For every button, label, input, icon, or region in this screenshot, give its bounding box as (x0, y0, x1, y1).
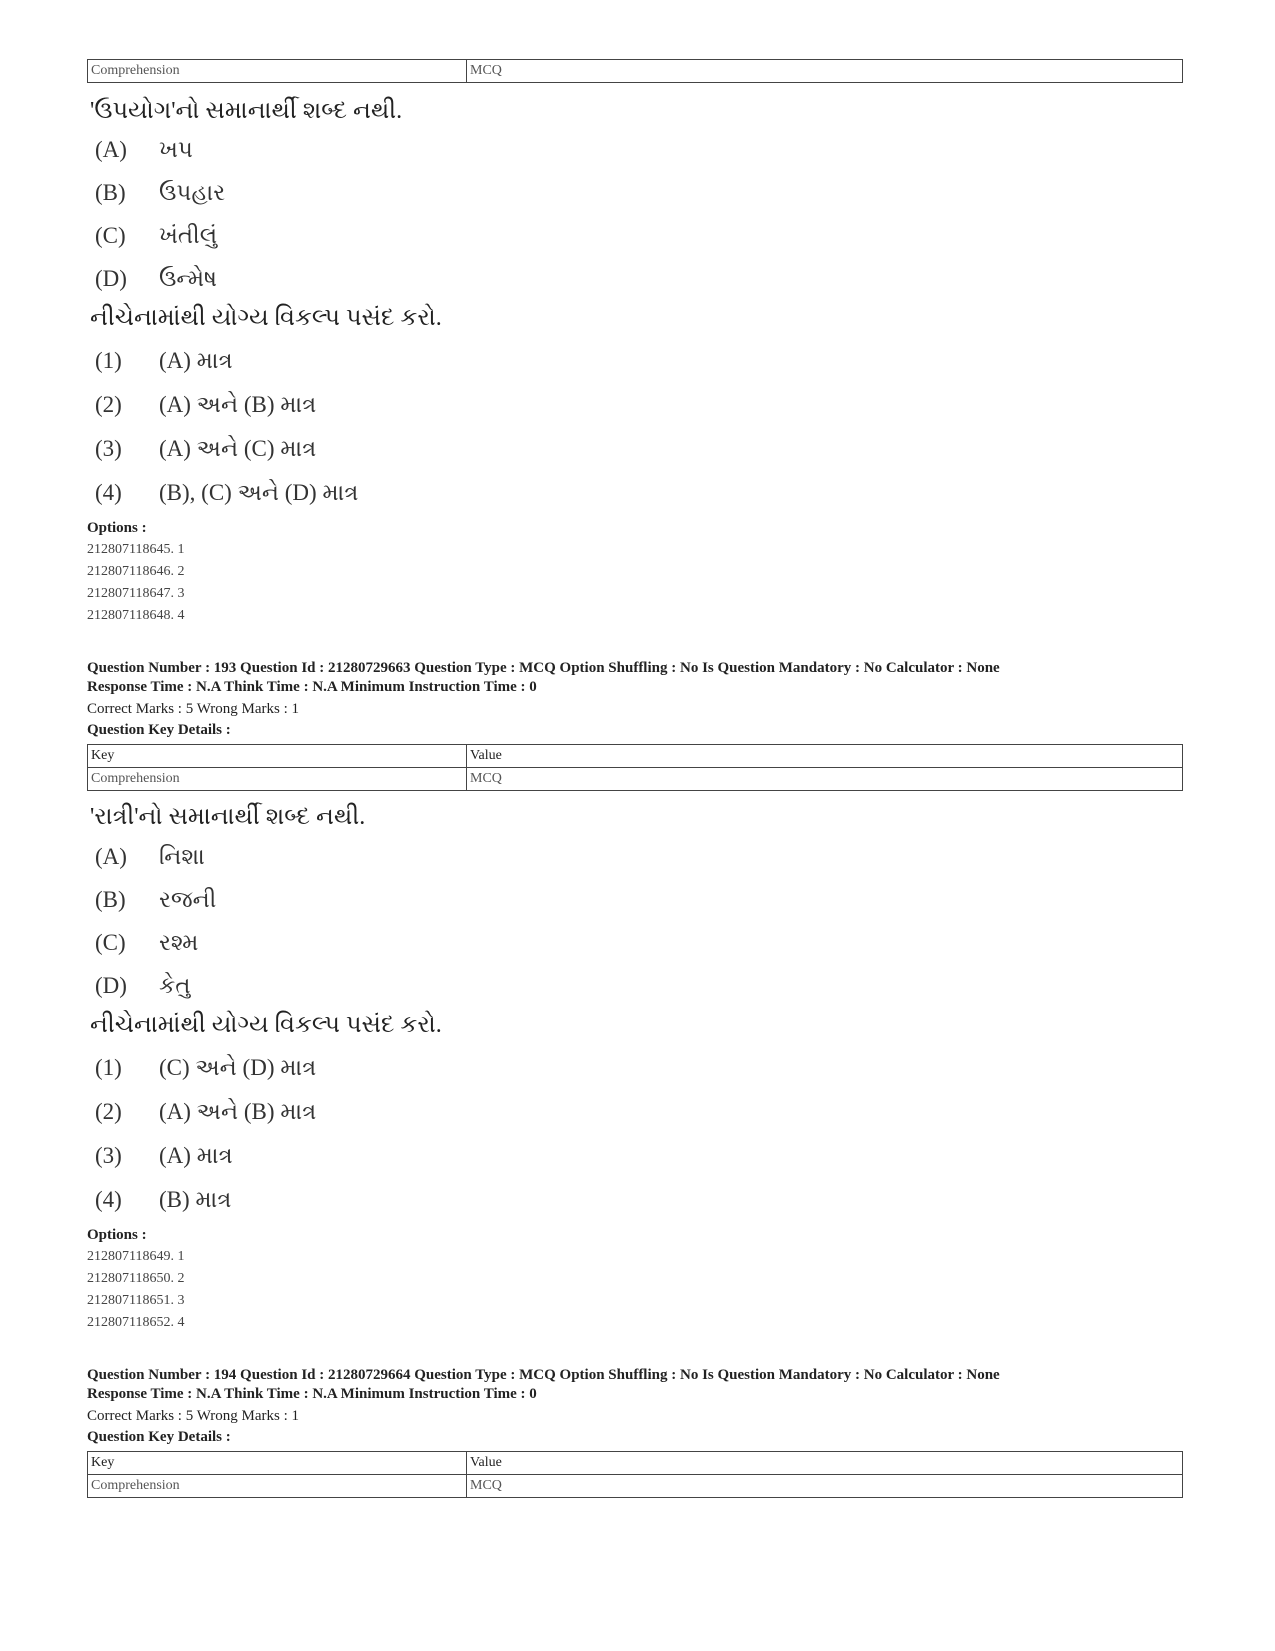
key-table (87, 744, 1183, 791)
option-id: 212807118652. 4 (87, 1315, 185, 1330)
value-cell: MCQ (467, 1475, 1183, 1498)
value-header: Value (467, 745, 1183, 768)
answer-option-4: (4) (B), (C) અને (D) માત્ર (95, 480, 359, 505)
key-header: Key (88, 1452, 467, 1475)
answer-option-1: (1) (C) અને (D) માત્ર (95, 1055, 317, 1080)
choice-d: (D) કેતુ (95, 973, 191, 998)
option-id: 212807118645. 1 (87, 542, 185, 557)
answer-option-2: (2) (A) અને (B) માત્ર (95, 392, 317, 417)
options-title: Options : (87, 1227, 147, 1243)
key-cell: Comprehension (88, 60, 467, 83)
question-instruction: નીચેનામાંથી યોગ્ય વિકલ્પ પસંદ કરો. (90, 1012, 442, 1038)
choice-a: (A) નિશા (95, 844, 205, 869)
key-details-label: Question Key Details : (87, 722, 231, 738)
question-instruction: નીચેનામાંથી યોગ્ય વિકલ્પ પસંદ કરો. (90, 305, 442, 331)
choice-a: (A) ખપ (95, 137, 193, 162)
key-table (87, 59, 1183, 83)
value-header: Value (467, 1452, 1183, 1475)
option-id: 212807118650. 2 (87, 1271, 185, 1286)
key-table-row (88, 768, 1183, 791)
question-timing: Response Time : N.A Think Time : N.A Minimum Instruction Time : 0 (87, 679, 537, 695)
value-cell: MCQ (467, 768, 1183, 791)
question-stem: 'રાત્રી'નો સમાનાર્થી શબ્દ નથી. (90, 804, 366, 830)
answer-option-1: (1) (A) માત્ર (95, 348, 233, 373)
option-id: 212807118647. 3 (87, 586, 185, 601)
question-meta: Question Number : 194 Question Id : 21280729664 Question Type : MCQ Option Shuffling : No Is Question Mandatory : No Calculator : None (87, 1367, 1000, 1383)
question-timing: Response Time : N.A Think Time : N.A Minimum Instruction Time : 0 (87, 1386, 537, 1402)
option-id: 212807118646. 2 (87, 564, 185, 579)
choice-c: (C) ખંતીલું (95, 223, 218, 248)
choice-d: (D) ઉન્મેષ (95, 266, 218, 291)
answer-option-2: (2) (A) અને (B) માત્ર (95, 1099, 317, 1124)
answer-option-4: (4) (B) માત્ર (95, 1187, 232, 1212)
choice-b: (B) રજની (95, 887, 217, 912)
choice-b: (B) ઉપહાર (95, 180, 226, 205)
key-cell: Comprehension (88, 1475, 467, 1498)
key-details-label: Question Key Details : (87, 1429, 231, 1445)
key-table (87, 1451, 1183, 1498)
option-id: 212807118649. 1 (87, 1249, 185, 1264)
answer-option-3: (3) (A) અને (C) માત્ર (95, 436, 317, 461)
key-header: Key (88, 745, 467, 768)
option-id: 212807118651. 3 (87, 1293, 185, 1308)
key-table-header (88, 745, 1183, 768)
choice-c: (C) રશ્મ (95, 930, 199, 955)
answer-option-3: (3) (A) માત્ર (95, 1143, 233, 1168)
question-marks: Correct Marks : 5 Wrong Marks : 1 (87, 1408, 299, 1424)
options-title: Options : (87, 520, 147, 536)
value-cell: MCQ (467, 60, 1183, 83)
key-table-header (88, 1452, 1183, 1475)
question-meta: Question Number : 193 Question Id : 21280729663 Question Type : MCQ Option Shuffling : No Is Question Mandatory : No Calculator : None (87, 660, 1000, 676)
option-id: 212807118648. 4 (87, 608, 185, 623)
key-table-row (88, 60, 1183, 83)
question-marks: Correct Marks : 5 Wrong Marks : 1 (87, 701, 299, 717)
question-stem: 'ઉપયોગ'નો સમાનાર્થી શબ્દ નથી. (90, 98, 403, 124)
key-cell: Comprehension (88, 768, 467, 791)
key-table-row (88, 1475, 1183, 1498)
